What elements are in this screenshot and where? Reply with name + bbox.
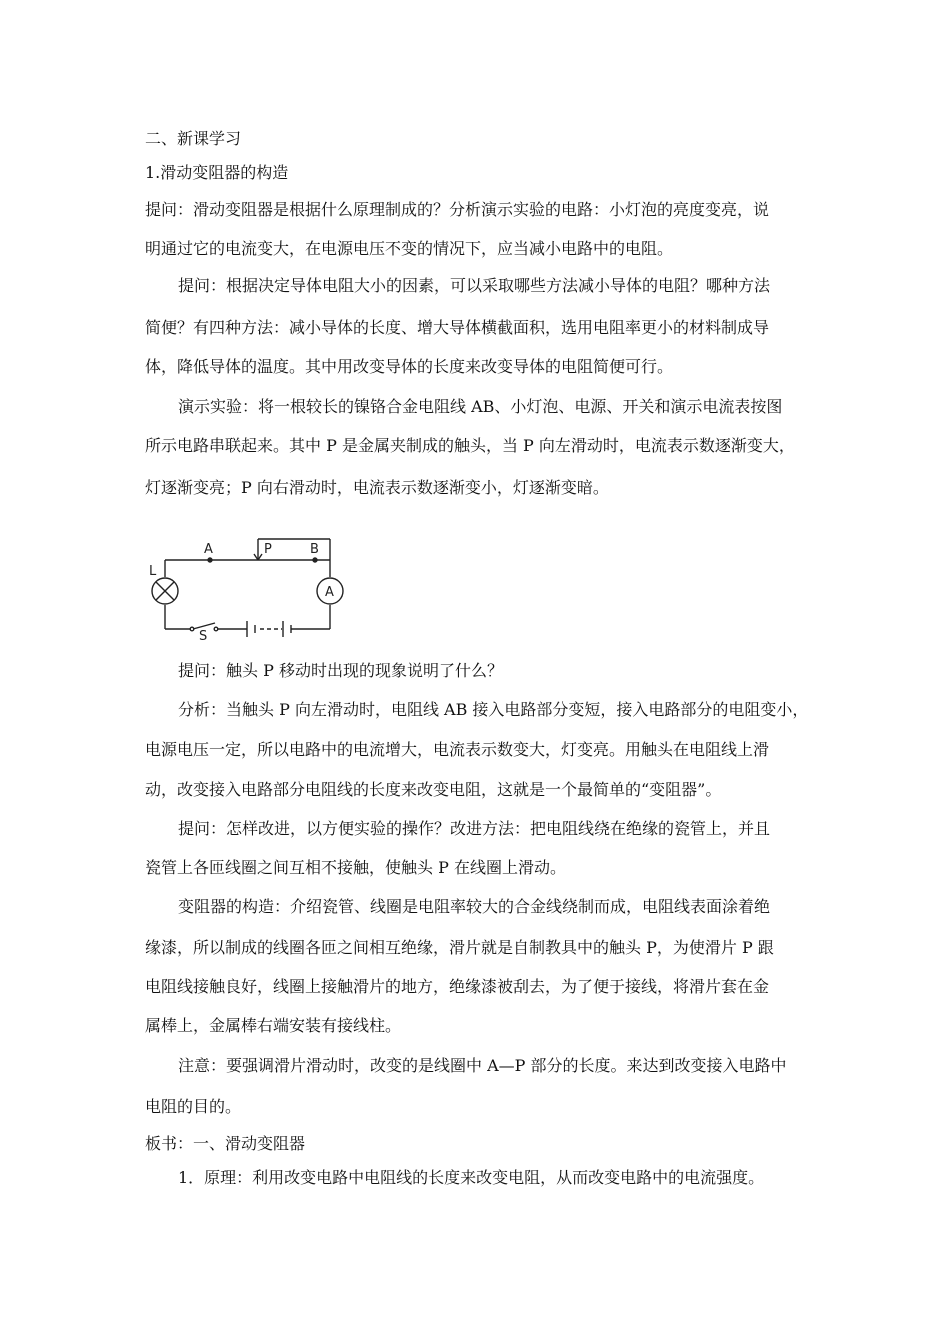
paragraph-line: 1．原理：利用改变电路中电阻线的长度来改变电阻，从而改变电路中的电流强度。 bbox=[178, 1168, 765, 1187]
paragraph-line: 提问：触头 P 移动时出现的现象说明了什么？ bbox=[178, 661, 503, 680]
paragraph-line: 分析：当触头 P 向左滑动时，电阻线 AB 接入电路部分变短，接入电路部分的电阻变小， bbox=[178, 700, 809, 719]
label-lamp: L bbox=[149, 564, 157, 579]
circuit-diagram bbox=[145, 535, 355, 645]
paragraph-line: 提问：怎样改进，以方便实验的操作？改进方法：把电阻线绕在绝缘的瓷管上，并且 bbox=[178, 819, 771, 838]
paragraph-line: 电阻的目的。 bbox=[145, 1097, 242, 1116]
paragraph-line: 明通过它的电流变大，在电源电压不变的情况下，应当减小电路中的电阻。 bbox=[145, 239, 674, 258]
paragraph-line: 注意：要强调滑片滑动时，改变的是线圈中 A—P 部分的长度。来达到改变接入电路中 bbox=[178, 1056, 787, 1075]
terminal-a bbox=[208, 558, 212, 562]
label-p: P bbox=[264, 542, 272, 557]
sub-title: 1.滑动变阻器的构造 bbox=[145, 163, 289, 182]
paragraph-line: 板书：一、滑动变阻器 bbox=[145, 1134, 306, 1153]
paragraph-line: 提问：根据决定导体电阻大小的因素，可以采取哪些方法减小导体的电阻？哪种方法 bbox=[178, 276, 771, 295]
label-switch: S bbox=[199, 629, 208, 644]
label-b: B bbox=[310, 542, 319, 557]
paragraph-line: 瓷管上各匝线圈之间互相不接触，使触头 P 在线圈上滑动。 bbox=[145, 858, 566, 877]
paragraph-line: 演示实验：将一根较长的镍铬合金电阻线 AB、小灯泡、电源、开关和演示电流表按图 bbox=[178, 397, 783, 416]
paragraph-line: 变阻器的构造：介绍瓷管、线圈是电阻率较大的合金线绕制而成，电阻线表面涂着绝 bbox=[178, 897, 771, 916]
paragraph-line: 缘漆，所以制成的线圈各匝之间相互绝缘，滑片就是自制教具中的触头 P，为使滑片 P 跟 bbox=[145, 938, 774, 957]
paragraph-line: 电源电压一定，所以电路中的电流增大，电流表示数变大，灯变亮。用触头在电阻线上滑 bbox=[145, 740, 770, 759]
section-title: 二、新课学习 bbox=[145, 129, 242, 148]
paragraph-line: 体，降低导体的温度。其中用改变导体的长度来改变导体的电阻简便可行。 bbox=[145, 357, 674, 376]
paragraph-line: 属棒上，金属棒右端安装有接线柱。 bbox=[145, 1016, 402, 1035]
terminal-b bbox=[313, 558, 317, 562]
paragraph-line: 灯逐渐变亮；P 向右滑动时，电流表示数逐渐变小，灯逐渐变暗。 bbox=[145, 478, 609, 497]
switch-contact bbox=[190, 627, 194, 631]
paragraph-line: 动，改变接入电路部分电阻线的长度来改变电阻，这就是一个最简单的“变阻器”。 bbox=[145, 780, 722, 799]
switch-contact bbox=[214, 627, 218, 631]
label-a: A bbox=[204, 542, 213, 557]
paragraph-line: 所示电路串联起来。其中 P 是金属夹制成的触头，当 P 向左滑动时，电流表示数逐渐变大， bbox=[145, 436, 795, 455]
label-ammeter: A bbox=[325, 585, 334, 600]
paragraph-line: 电阻线接触良好，线圈上接触滑片的地方，绝缘漆被刮去，为了便于接线，将滑片套在金 bbox=[145, 977, 770, 996]
paragraph-line: 提问：滑动变阻器是根据什么原理制成的？分析演示实验的电路：小灯泡的亮度变亮，说 bbox=[145, 200, 770, 219]
paragraph-line: 简便？有四种方法：减小导体的长度、增大导体横截面积，选用电阻率更小的材料制成导 bbox=[145, 318, 770, 337]
